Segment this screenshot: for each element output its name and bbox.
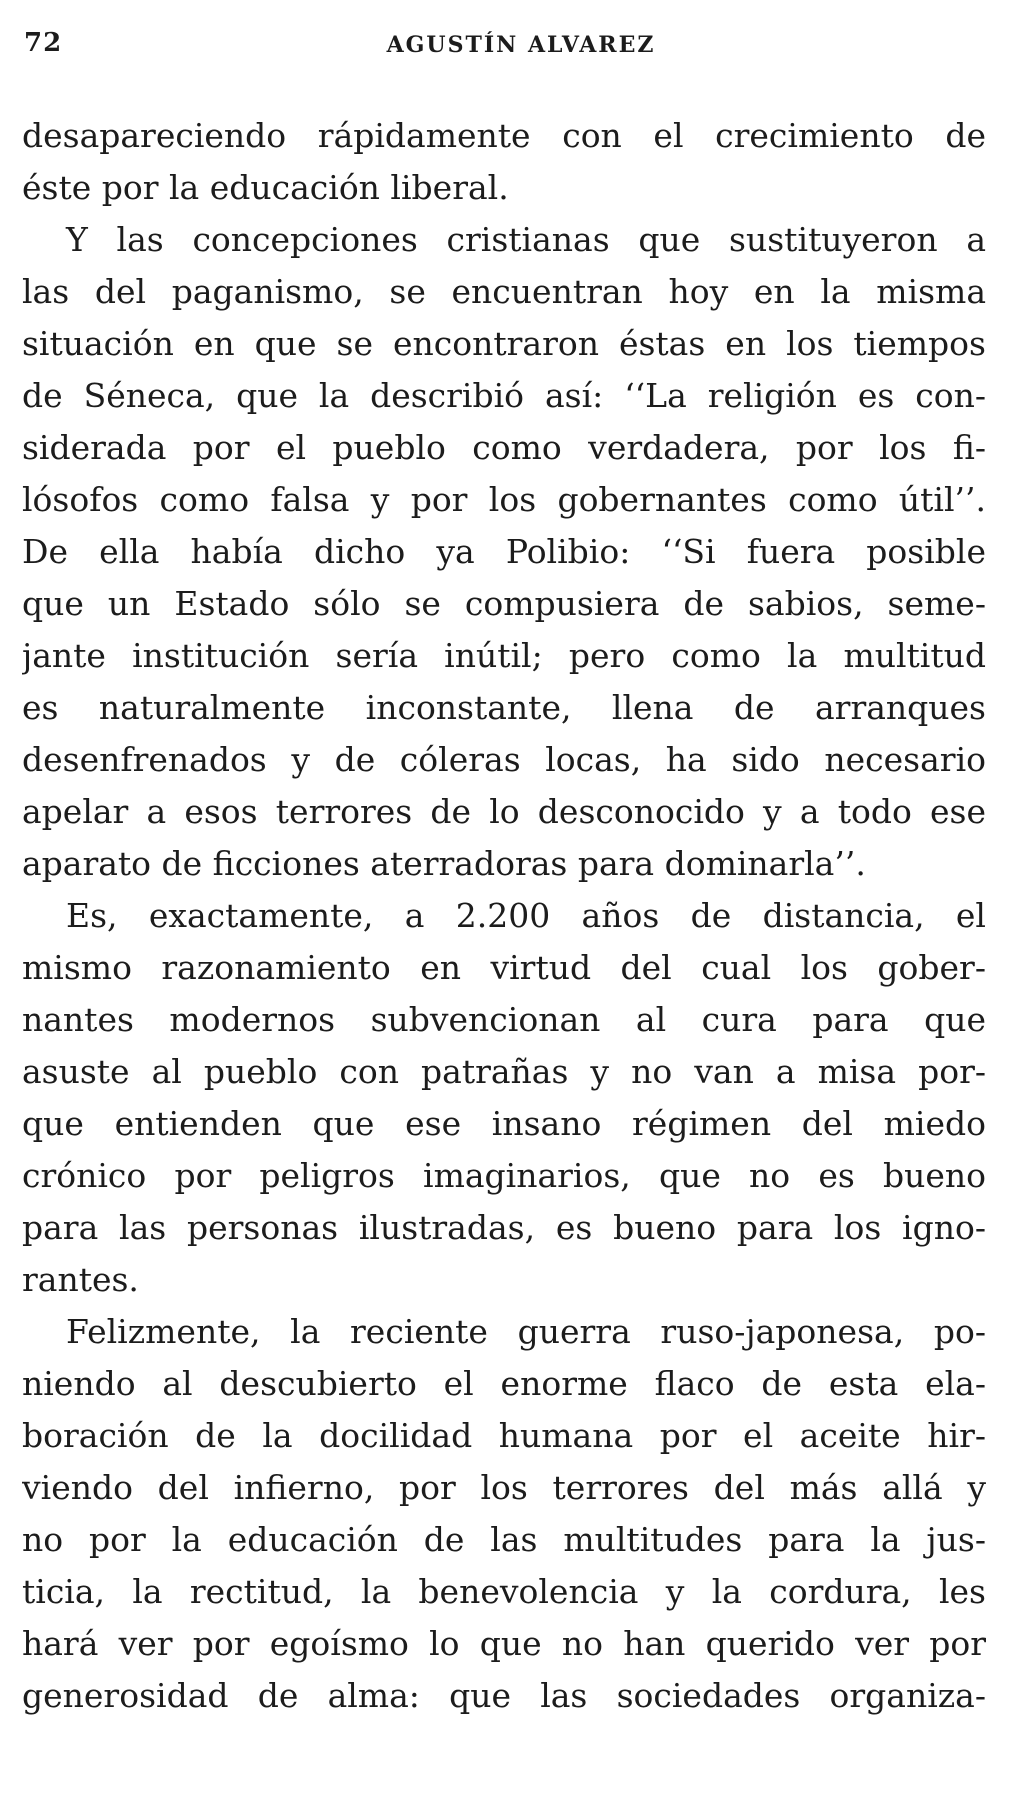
text-line: es naturalmente inconstante, llena de arranques bbox=[22, 688, 986, 727]
text-line: nantes modernos subvencionan al cura para que bbox=[22, 1000, 986, 1039]
text-line: que entienden que ese insano régimen del miedo bbox=[22, 1104, 986, 1143]
text-line: viendo del infierno, por los terrores del más allá y bbox=[22, 1468, 986, 1507]
text-line: Y las concepciones cristianas que sustituyeron a bbox=[66, 220, 986, 259]
body-text bbox=[22, 110, 986, 1722]
text-line: hará ver por egoísmo lo que no han querido ver por bbox=[22, 1624, 986, 1663]
text-line: Es, exactamente, a 2.200 años de distancia, el bbox=[66, 896, 986, 935]
text-line: siderada por el pueblo como verdadera, por los fi- bbox=[22, 428, 986, 467]
text-line: lósofos como falsa y por los gobernantes como útil’’. bbox=[22, 480, 986, 519]
text-line: situación en que se encontraron éstas en los tiempos bbox=[22, 324, 986, 363]
text-line: aparato de ficciones aterradoras para dominarla’’. bbox=[22, 844, 866, 883]
text-line: ticia, la rectitud, la benevolencia y la cordura, les bbox=[22, 1572, 986, 1611]
running-head bbox=[24, 28, 988, 68]
text-line: apelar a esos terrores de lo desconocido y a todo ese bbox=[22, 792, 986, 831]
text-line: para las personas ilustradas, es bueno para los igno- bbox=[22, 1208, 986, 1247]
text-line: crónico por peligros imaginarios, que no es bueno bbox=[22, 1156, 986, 1195]
text-line: mismo razonamiento en virtud del cual los gober- bbox=[22, 948, 986, 987]
text-line: De ella había dicho ya Polibio: ‘‘Si fuera posible bbox=[22, 532, 986, 571]
text-line: asuste al pueblo con patrañas y no van a misa por- bbox=[22, 1052, 986, 1091]
text-line: que un Estado sólo se compusiera de sabios, seme- bbox=[22, 584, 986, 623]
running-head-author: AGUSTÍN ALVAREZ bbox=[386, 32, 656, 58]
text-line: niendo al descubierto el enorme flaco de esta ela- bbox=[22, 1364, 986, 1403]
text-line: desapareciendo rápidamente con el crecimiento de bbox=[22, 116, 986, 155]
text-line: las del paganismo, se encuentran hoy en la misma bbox=[22, 272, 986, 311]
text-line: éste por la educación liberal. bbox=[22, 168, 509, 207]
text-line: rantes. bbox=[22, 1260, 139, 1299]
text-line: de Séneca, que la describió así: ‘‘La religión es con- bbox=[22, 376, 986, 415]
text-line: boración de la docilidad humana por el aceite hir- bbox=[22, 1416, 986, 1455]
text-line: jante institución sería inútil; pero como la multitud bbox=[22, 636, 986, 675]
page-number: 72 bbox=[24, 28, 63, 58]
text-line: Felizmente, la reciente guerra ruso-japonesa, po- bbox=[66, 1312, 986, 1351]
text-line: generosidad de alma: que las sociedades organiza- bbox=[22, 1676, 986, 1715]
text-line: no por la educación de las multitudes para la jus- bbox=[22, 1520, 986, 1559]
text-line: desenfrenados y de cóleras locas, ha sido necesario bbox=[22, 740, 986, 779]
